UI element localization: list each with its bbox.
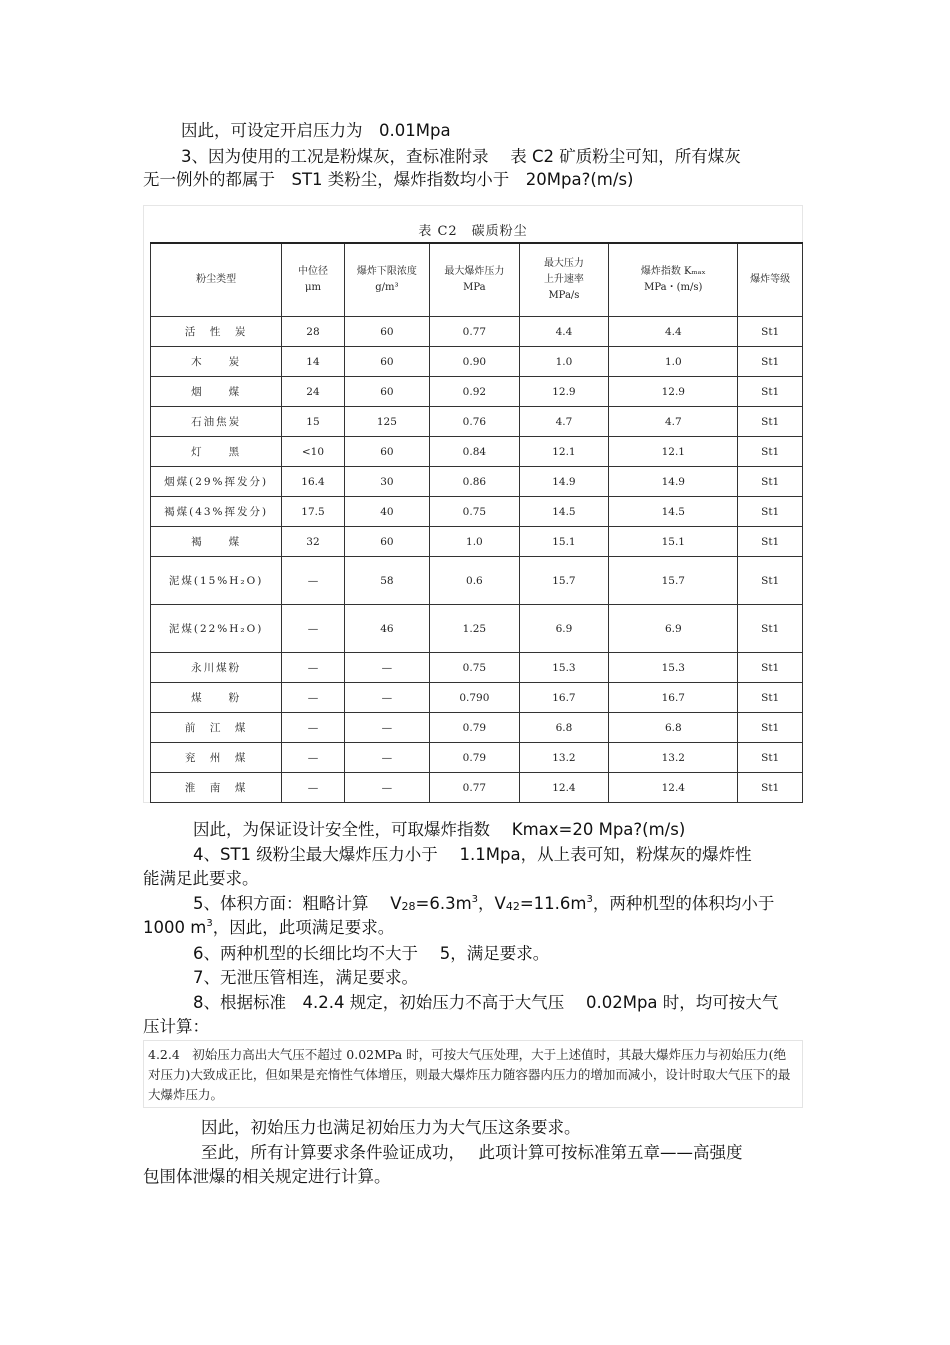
table-header-row [151,243,803,317]
para-5-line-1: 5、体积方面：粗略计算 $V_{28}=6.3m^3$，$V_{42}=11.6m^3$，两种机型的体积均小于 [193,894,775,913]
cell-median-diameter: 17.5 [282,497,344,527]
clause-4-2-4-image [143,1040,803,1108]
table-row [151,317,803,347]
para-3-line-1: 3、因为使用的工况是粉煤灰，查标准附录 表 C2 矿质粉尘可知，所有煤灰 [181,147,741,166]
cell-median-diameter: <10 [282,437,344,467]
cell-max-pressure: 1.25 [430,605,520,653]
cell-rise-rate: 14.5 [519,497,609,527]
table-row [151,653,803,683]
cell-dust-type: 褐煤(43%挥发分) [151,497,282,527]
para-5-line-2: 1000 $m^3$，因此，此项满足要求。 [143,918,395,937]
table-row [151,743,803,773]
para-8-line-1: 8、根据标准 4.2.4 规定，初始压力不高于大气压 0.02Mpa 时，均可按大气 [193,993,779,1012]
cell-class: St1 [738,347,803,377]
cell-kmax: 14.9 [609,467,738,497]
para-conclusion-line-2: 包围体泄爆的相关规定进行计算。 [143,1167,391,1186]
cell-rise-rate: 16.7 [519,683,609,713]
cell-class: St1 [738,437,803,467]
cell-class: St1 [738,683,803,713]
table-row [151,527,803,557]
cell-max-pressure: 0.92 [430,377,520,407]
cell-median-diameter: — [282,743,344,773]
cell-rise-rate: 4.7 [519,407,609,437]
cell-dust-type: 木 炭 [151,347,282,377]
cell-kmax: 14.5 [609,497,738,527]
cell-median-diameter: — [282,773,344,803]
cell-median-diameter: — [282,557,344,605]
cell-dust-type: 石油焦炭 [151,407,282,437]
cell-lower-limit: 60 [344,317,429,347]
cell-max-pressure: 0.84 [430,437,520,467]
header-median-diameter: 中位径 μm [282,243,344,317]
header-class: 爆炸等级 [738,243,803,317]
cell-median-diameter: 24 [282,377,344,407]
cell-dust-type: 烟煤(29%挥发分) [151,467,282,497]
cell-lower-limit: 60 [344,347,429,377]
cell-median-diameter: 14 [282,347,344,377]
para-4-line-1: 4、ST1 级粉尘最大爆炸压力小于 1.1Mpa，从上表可知，粉煤灰的爆炸性 [193,845,752,864]
cell-median-diameter: 16.4 [282,467,344,497]
cell-dust-type: 淮 南 煤 [151,773,282,803]
clause-text: 4.2.4 初始压力高出大气压不超过 0.02MPa 时，可按大气压处理，大于上述值时，其最大爆炸压力与初始压力(绝对压力)大致成正比，但如果是充惰性气体增压，则最大爆炸压力随容器内压力的增加而减小，设计时取大气压下的最大爆炸压力。 [148,1047,791,1102]
table-row [151,683,803,713]
cell-class: St1 [738,407,803,437]
cell-rise-rate: 12.9 [519,377,609,407]
cell-max-pressure: 0.77 [430,317,520,347]
cell-lower-limit: 30 [344,467,429,497]
table-row [151,347,803,377]
cell-median-diameter: 32 [282,527,344,557]
cell-kmax: 4.4 [609,317,738,347]
cell-class: St1 [738,773,803,803]
cell-rise-rate: 12.4 [519,773,609,803]
cell-class: St1 [738,653,803,683]
cell-rise-rate: 15.3 [519,653,609,683]
cell-kmax: 15.1 [609,527,738,557]
cell-lower-limit: 60 [344,527,429,557]
cell-max-pressure: 0.79 [430,743,520,773]
table-row [151,377,803,407]
cell-rise-rate: 6.9 [519,605,609,653]
cell-rise-rate: 4.4 [519,317,609,347]
cell-max-pressure: 0.90 [430,347,520,377]
table-row [151,467,803,497]
cell-lower-limit: 125 [344,407,429,437]
cell-dust-type: 烟 煤 [151,377,282,407]
cell-rise-rate: 15.1 [519,527,609,557]
cell-median-diameter: — [282,683,344,713]
cell-kmax: 1.0 [609,347,738,377]
cell-dust-type: 兖 州 煤 [151,743,282,773]
cell-rise-rate: 12.1 [519,437,609,467]
table-body [151,317,803,803]
cell-lower-limit: — [344,713,429,743]
table-row [151,557,803,605]
cell-lower-limit: 60 [344,377,429,407]
table-row [151,497,803,527]
cell-lower-limit: — [344,773,429,803]
cell-lower-limit: 46 [344,605,429,653]
cell-dust-type: 永川煤粉 [151,653,282,683]
para-8-line-2: 压计算： [143,1017,209,1036]
table-c2-image [143,205,803,803]
cell-max-pressure: 0.77 [430,773,520,803]
cell-lower-limit: — [344,743,429,773]
cell-max-pressure: 0.76 [430,407,520,437]
table-row [151,605,803,653]
table-row [151,773,803,803]
table-row [151,407,803,437]
cell-class: St1 [738,467,803,497]
cell-kmax: 16.7 [609,683,738,713]
cell-max-pressure: 0.86 [430,467,520,497]
cell-lower-limit: 40 [344,497,429,527]
para-6: 6、两种机型的长细比均不大于 5，满足要求。 [193,944,550,963]
table-caption: 表 C2 碳质粉尘 [418,224,528,239]
para-initial-pressure: 因此，初始压力也满足初始压力为大气压这条要求。 [201,1118,581,1137]
header-dust-type: 粉尘类型 [151,243,282,317]
cell-median-diameter: 15 [282,407,344,437]
cell-kmax: 12.1 [609,437,738,467]
cell-rise-rate: 15.7 [519,557,609,605]
cell-kmax: 13.2 [609,743,738,773]
cell-dust-type: 褐 煤 [151,527,282,557]
para-7: 7、无泄压管相连，满足要求。 [193,968,418,987]
cell-rise-rate: 6.8 [519,713,609,743]
cell-max-pressure: 0.790 [430,683,520,713]
cell-rise-rate: 14.9 [519,467,609,497]
para-conclusion-line-1: 至此，所有计算要求条件验证成功， 此项计算可按标准第五章——高强度 [201,1143,743,1162]
cell-class: St1 [738,527,803,557]
cell-max-pressure: 0.75 [430,653,520,683]
header-rise-rate: 最大压力 上升速率 MPa/s [519,243,609,317]
cell-dust-type: 灯 黑 [151,437,282,467]
cell-dust-type: 泥煤(22%H₂O) [151,605,282,653]
cell-lower-limit: 58 [344,557,429,605]
cell-max-pressure: 0.6 [430,557,520,605]
cell-class: St1 [738,713,803,743]
cell-kmax: 6.8 [609,713,738,743]
cell-lower-limit: 60 [344,437,429,467]
cell-median-diameter: — [282,605,344,653]
cell-median-diameter: — [282,653,344,683]
para-kmax: 因此，为保证设计安全性，可取爆炸指数 Kmax=20 Mpa?(m/s) [193,820,686,839]
cell-max-pressure: 0.75 [430,497,520,527]
cell-class: St1 [738,377,803,407]
cell-dust-type: 泥煤(15%H₂O) [151,557,282,605]
header-kmax: 爆炸指数 Kₘₐₓ MPa・(m/s) [609,243,738,317]
cell-kmax: 15.3 [609,653,738,683]
table-c2 [150,242,803,803]
cell-kmax: 6.9 [609,605,738,653]
cell-lower-limit: — [344,683,429,713]
para-3-line-2: 无一例外的都属于 ST1 类粉尘，爆炸指数均小于 20Mpa?(m/s) [143,170,634,189]
header-max-pressure: 最大爆炸压力 MPa [430,243,520,317]
cell-median-diameter: — [282,713,344,743]
cell-dust-type: 前 江 煤 [151,713,282,743]
cell-class: St1 [738,743,803,773]
cell-rise-rate: 1.0 [519,347,609,377]
cell-dust-type: 活 性 炭 [151,317,282,347]
table-row [151,713,803,743]
cell-kmax: 12.4 [609,773,738,803]
cell-lower-limit: — [344,653,429,683]
cell-kmax: 4.7 [609,407,738,437]
para-open-pressure: 因此，可设定开启压力为 0.01Mpa [181,121,451,140]
table-row [151,437,803,467]
cell-max-pressure: 0.79 [430,713,520,743]
header-lower-limit: 爆炸下限浓度 g/m³ [344,243,429,317]
cell-max-pressure: 1.0 [430,527,520,557]
cell-kmax: 15.7 [609,557,738,605]
cell-class: St1 [738,557,803,605]
cell-kmax: 12.9 [609,377,738,407]
cell-median-diameter: 28 [282,317,344,347]
cell-rise-rate: 13.2 [519,743,609,773]
para-4-line-2: 能满足此要求。 [143,869,259,888]
cell-class: St1 [738,497,803,527]
cell-class: St1 [738,605,803,653]
cell-class: St1 [738,317,803,347]
cell-dust-type: 煤 粉 [151,683,282,713]
